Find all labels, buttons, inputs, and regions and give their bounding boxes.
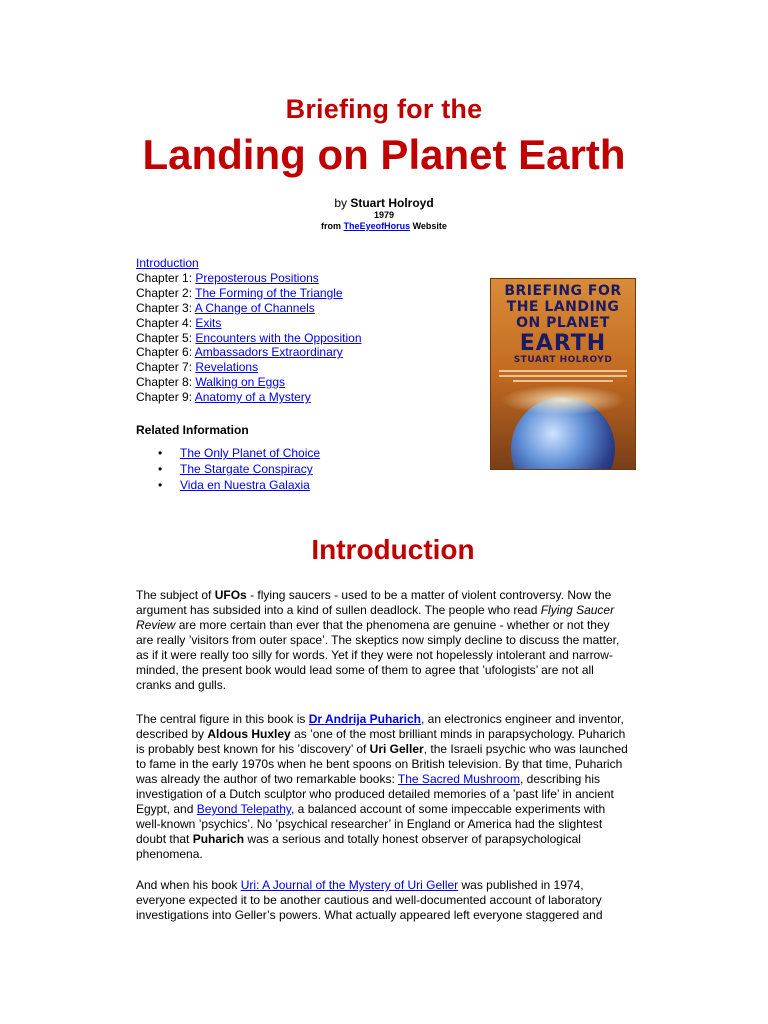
bullet-icon: •: [158, 462, 163, 476]
cover-fine-print: [499, 370, 627, 372]
byline: [0, 196, 768, 210]
text-line: as if it were really too silly for words. Yet if they were not hopelessly intolerant and narrow-: [136, 648, 613, 662]
source-suffix: Website: [412, 221, 447, 231]
sacred-mushroom-link[interactable]: The Sacred Mushroom: [397, 772, 520, 786]
bullet-icon: •: [158, 478, 163, 492]
text-line: are really ’visitors from outer space’. The skeptics now simply decline to discuss the matter,: [136, 633, 620, 647]
related-link-2[interactable]: The Stargate Conspiracy: [180, 462, 313, 476]
bold-term: UFOs: [214, 588, 247, 602]
author-name: Stuart Holroyd: [350, 196, 434, 210]
related-item: [136, 445, 320, 461]
bold-term: Aldous Huxley: [207, 727, 291, 741]
text-line: minded, the present book would lead some of them to agree that ’ufologists’ are not all: [136, 663, 594, 677]
intro-paragraph-3: [136, 878, 636, 923]
title-line-2: Landing on Planet Earth: [142, 131, 626, 178]
text-line: cranks and gulls.: [136, 678, 227, 692]
toc-chapter-label: Chapter 4:: [136, 315, 193, 330]
text: Egypt, and: [136, 802, 197, 816]
text-line: investigation of a Dutch sculptor who produced detailed memories of a ’past life’ in ancient: [136, 787, 614, 801]
text: , describing his: [519, 772, 601, 786]
toc-link-chapter-7[interactable]: Revelations: [195, 360, 259, 375]
toc-link-chapter-1[interactable]: Preposterous Positions: [195, 270, 319, 285]
beyond-telepathy-link[interactable]: Beyond Telepathy: [196, 802, 292, 816]
title-line-1: Briefing for the: [285, 94, 483, 124]
text: are more certain than ever that the phenomena are genuine - whether or not they: [175, 618, 610, 632]
toc-row: [136, 316, 362, 331]
text: was a serious and totally honest observer of parapsychological: [244, 832, 581, 846]
toc-link-chapter-4[interactable]: Exits: [195, 315, 222, 330]
italic-title: Review: [136, 618, 176, 632]
bullet-icon: •: [158, 446, 163, 460]
toc-chapter-label: Chapter 3:: [136, 300, 193, 315]
toc-row: [136, 390, 362, 405]
toc-row: [136, 360, 362, 375]
cover-title-line-4: EARTH: [519, 331, 607, 356]
toc-chapter-label: Chapter 2:: [136, 285, 193, 300]
book-cover-image: [490, 278, 636, 470]
toc-link-chapter-6[interactable]: Ambassadors Extraordinary: [194, 345, 343, 360]
text: The central figure in this book is: [136, 712, 309, 726]
related-link-3[interactable]: Vida en Nuestra Galaxia: [180, 478, 310, 492]
cover-glow: [501, 385, 625, 415]
table-of-contents: [136, 256, 362, 405]
toc-chapter-label: Chapter 6:: [136, 345, 193, 360]
toc-chapter-label: Chapter 9:: [136, 390, 193, 405]
text-line: to fame in the early 1970s when he bent spoons on British television. By that time, Puharich: [136, 757, 623, 771]
source-link[interactable]: TheEyeofHorus: [343, 221, 411, 231]
related-link-1[interactable]: The Only Planet of Choice: [180, 446, 321, 460]
toc-row: [136, 301, 362, 316]
related-item: [136, 461, 320, 477]
text-line: investigations into Geller’s powers. What actually appeared left everyone staggered and: [136, 908, 603, 922]
toc-chapter-label: Chapter 7:: [136, 360, 193, 375]
text: as ’one of the most brilliant minds in parapsychology. Puharich: [290, 727, 626, 741]
related-list: [136, 445, 320, 493]
text: was already the author of two remarkable books:: [136, 772, 398, 786]
italic-title: Flying Saucer: [540, 603, 615, 617]
toc-chapter-label: Chapter 5:: [136, 330, 193, 345]
toc-row: [136, 331, 362, 346]
toc-link-chapter-3[interactable]: A Change of Channels: [194, 300, 315, 315]
text: argument has subsided into a kind of sullen deadlock. The people who read: [136, 603, 541, 617]
related-item: [136, 477, 320, 493]
toc-row: [136, 345, 362, 360]
text: - flying saucers - used to be a matter of violent controversy. Now the: [246, 588, 612, 602]
cover-fine-print: [513, 380, 613, 382]
cover-title-line-3: ON PLANET: [516, 315, 610, 331]
bold-term: Puharich: [192, 832, 245, 846]
toc-link-chapter-5[interactable]: Encounters with the Opposition: [195, 330, 362, 345]
text: And when his book: [136, 878, 241, 892]
text: , the Israeli psychic who was launched: [423, 742, 628, 756]
uri-journal-link[interactable]: Uri: A Journal of the Mystery of Uri Geller: [240, 878, 459, 892]
toc-chapter-label: Chapter 1:: [136, 270, 193, 285]
cover-author: STUART HOLROYD: [513, 355, 613, 365]
text: was published in 1974,: [458, 878, 584, 892]
source-prefix: from: [321, 221, 342, 231]
cover-title-line-2: THE LANDING: [506, 299, 620, 315]
text: , an electronics engineer and inventor,: [421, 712, 624, 726]
cover-title-line-1: BRIEFING FOR: [504, 283, 622, 299]
toc-row: [136, 271, 362, 286]
toc-link-chapter-2[interactable]: The Forming of the Triangle: [195, 285, 343, 300]
section-heading-introduction: Introduction: [311, 534, 475, 565]
text-line: well-known ’psychics’. No ’psychical researcher’ in England or America had the slightest: [136, 817, 603, 831]
toc-link-chapter-9[interactable]: Anatomy of a Mystery: [194, 390, 311, 405]
publication-year: 1979: [373, 210, 395, 220]
text: , a balanced account of some impeccable experiments with: [291, 802, 606, 816]
toc-link-chapter-8[interactable]: Walking on Eggs: [195, 375, 285, 390]
intro-paragraph-1: [136, 588, 636, 693]
toc-link-introduction[interactable]: Introduction: [136, 256, 199, 270]
bold-term: Uri Geller: [369, 742, 424, 756]
text: is probably best known for his ’discovery’ of: [136, 742, 370, 756]
puharich-link[interactable]: Dr Andrija Puharich: [308, 712, 422, 726]
toc-chapter-label: Chapter 8:: [136, 375, 193, 390]
text: described by: [136, 727, 208, 741]
intro-paragraph-2: [136, 712, 636, 862]
related-heading: Related Information: [136, 423, 249, 437]
text: The subject of: [136, 588, 215, 602]
by-prefix: by: [334, 196, 347, 210]
text-line: everyone expected it to be another cautious and well-documented account of laboratory: [136, 893, 602, 907]
text: doubt that: [136, 832, 193, 846]
toc-row: [136, 286, 362, 301]
toc-row: [136, 375, 362, 390]
text-line: phenomena.: [136, 847, 203, 861]
source-line: [0, 221, 768, 231]
cover-fine-print: [499, 375, 627, 377]
